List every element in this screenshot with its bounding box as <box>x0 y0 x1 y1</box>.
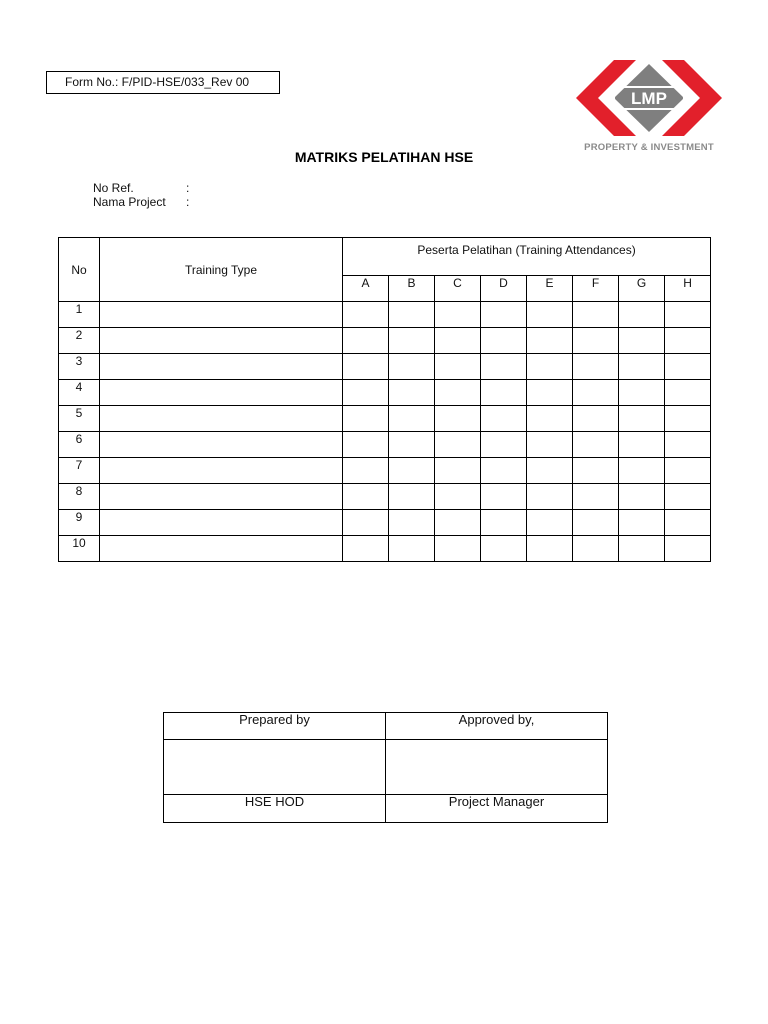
attendance-cell[interactable] <box>389 510 435 536</box>
table-row <box>59 406 711 432</box>
project-name-colon: : <box>186 195 190 209</box>
attendance-cell[interactable] <box>435 354 481 380</box>
attendance-cell[interactable] <box>435 510 481 536</box>
attendance-cell[interactable] <box>389 354 435 380</box>
row-number: 2 <box>59 328 100 354</box>
document-title: MATRIKS PELATIHAN HSE <box>294 149 474 165</box>
attendance-cell[interactable] <box>665 536 711 562</box>
attendance-cell[interactable] <box>389 406 435 432</box>
attendance-cell[interactable] <box>527 536 573 562</box>
table-row <box>59 458 711 484</box>
prepared-by-label: Prepared by <box>164 713 386 740</box>
training-type-cell[interactable] <box>100 354 343 380</box>
attendance-cell[interactable] <box>343 510 389 536</box>
attendance-cell[interactable] <box>389 380 435 406</box>
row-number: 8 <box>59 484 100 510</box>
attendance-cell[interactable] <box>435 302 481 328</box>
logo-text: LMP <box>631 89 667 108</box>
attendance-cell[interactable] <box>527 380 573 406</box>
row-number: 4 <box>59 380 100 406</box>
row-number: 7 <box>59 458 100 484</box>
attendance-cell[interactable] <box>573 458 619 484</box>
attendance-cell[interactable] <box>527 354 573 380</box>
row-number: 5 <box>59 406 100 432</box>
attendee-column-header: C <box>435 276 481 302</box>
table-row <box>59 432 711 458</box>
attendance-cell[interactable] <box>343 302 389 328</box>
training-type-cell[interactable] <box>100 510 343 536</box>
table-row <box>59 536 711 562</box>
attendance-cell[interactable] <box>435 380 481 406</box>
table-row <box>59 328 711 354</box>
attendance-cell[interactable] <box>527 432 573 458</box>
attendance-cell[interactable] <box>481 328 527 354</box>
attendance-cell[interactable] <box>435 406 481 432</box>
attendance-cell[interactable] <box>481 432 527 458</box>
no-ref-label: No Ref. <box>93 181 134 195</box>
attendance-cell[interactable] <box>665 354 711 380</box>
no-ref-row <box>93 181 196 195</box>
attendance-cell[interactable] <box>619 484 665 510</box>
attendance-cell[interactable] <box>527 484 573 510</box>
attendance-cell[interactable] <box>435 458 481 484</box>
attendance-cell[interactable] <box>343 354 389 380</box>
attendance-cell[interactable] <box>573 432 619 458</box>
row-number: 1 <box>59 302 100 328</box>
logo-caption: PROPERTY & INVESTMENT <box>584 142 714 153</box>
attendance-cell[interactable] <box>573 536 619 562</box>
lmp-logo-mark <box>574 56 724 140</box>
attendance-cell[interactable] <box>527 458 573 484</box>
attendee-column-header: E <box>527 276 573 302</box>
attendance-cell[interactable] <box>665 510 711 536</box>
attendance-group-header: Peserta Pelatihan (Training Attendances) <box>343 238 711 276</box>
training-type-cell[interactable] <box>100 328 343 354</box>
attendance-cell[interactable] <box>527 510 573 536</box>
attendee-column-header: H <box>665 276 711 302</box>
attendee-column-header: B <box>389 276 435 302</box>
attendance-cell[interactable] <box>389 458 435 484</box>
training-type-cell[interactable] <box>100 432 343 458</box>
attendance-cell[interactable] <box>481 354 527 380</box>
project-name-row <box>93 195 196 209</box>
attendance-cell[interactable] <box>343 458 389 484</box>
attendance-cell[interactable] <box>435 484 481 510</box>
prepared-by-role: HSE HOD <box>164 795 386 823</box>
attendance-cell[interactable] <box>665 432 711 458</box>
attendance-cell[interactable] <box>343 406 389 432</box>
attendance-cell[interactable] <box>481 380 527 406</box>
attendance-cell[interactable] <box>573 328 619 354</box>
table-row <box>59 354 711 380</box>
training-matrix-body <box>59 302 711 562</box>
attendance-cell[interactable] <box>573 406 619 432</box>
attendance-cell[interactable] <box>389 536 435 562</box>
attendance-cell[interactable] <box>435 432 481 458</box>
document-meta <box>93 181 196 209</box>
attendance-cell[interactable] <box>665 458 711 484</box>
attendance-cell[interactable] <box>343 536 389 562</box>
signoff-table <box>163 712 608 823</box>
attendance-cell[interactable] <box>619 406 665 432</box>
attendee-column-header: D <box>481 276 527 302</box>
training-type-column-header: Training Type <box>100 238 343 302</box>
attendance-cell[interactable] <box>481 536 527 562</box>
attendance-cell[interactable] <box>665 484 711 510</box>
attendance-cell[interactable] <box>481 302 527 328</box>
row-number: 6 <box>59 432 100 458</box>
attendance-cell[interactable] <box>619 432 665 458</box>
approved-by-label: Approved by, <box>386 713 608 740</box>
table-row <box>59 484 711 510</box>
attendance-cell[interactable] <box>343 484 389 510</box>
attendance-cell[interactable] <box>619 510 665 536</box>
attendance-cell[interactable] <box>619 380 665 406</box>
attendee-column-header: F <box>573 276 619 302</box>
attendance-cell[interactable] <box>435 536 481 562</box>
training-type-cell[interactable] <box>100 380 343 406</box>
attendance-cell[interactable] <box>481 458 527 484</box>
attendance-cell[interactable] <box>619 536 665 562</box>
attendance-cell[interactable] <box>481 484 527 510</box>
form-number-box <box>46 71 280 94</box>
table-row <box>59 510 711 536</box>
attendance-cell[interactable] <box>389 302 435 328</box>
attendance-cell[interactable] <box>389 432 435 458</box>
attendance-cell[interactable] <box>527 302 573 328</box>
attendance-cell[interactable] <box>573 302 619 328</box>
attendance-cell[interactable] <box>573 354 619 380</box>
attendance-cell[interactable] <box>619 458 665 484</box>
training-type-cell[interactable] <box>100 458 343 484</box>
attendance-cell[interactable] <box>665 406 711 432</box>
training-type-cell[interactable] <box>100 484 343 510</box>
training-type-cell[interactable] <box>100 302 343 328</box>
attendance-cell[interactable] <box>343 380 389 406</box>
approved-by-role: Project Manager <box>386 795 608 823</box>
training-type-cell[interactable] <box>100 406 343 432</box>
table-row <box>59 380 711 406</box>
company-logo <box>574 56 724 158</box>
attendance-cell[interactable] <box>665 328 711 354</box>
approved-by-signature-cell[interactable] <box>386 740 608 795</box>
training-type-cell[interactable] <box>100 536 343 562</box>
attendance-cell[interactable] <box>573 484 619 510</box>
attendance-cell[interactable] <box>619 328 665 354</box>
attendance-cell[interactable] <box>665 302 711 328</box>
attendance-cell[interactable] <box>665 380 711 406</box>
attendance-cell[interactable] <box>343 328 389 354</box>
row-number: 3 <box>59 354 100 380</box>
attendance-cell[interactable] <box>435 328 481 354</box>
row-number: 9 <box>59 510 100 536</box>
attendance-cell[interactable] <box>389 484 435 510</box>
attendance-cell[interactable] <box>481 510 527 536</box>
attendance-cell[interactable] <box>481 406 527 432</box>
attendance-cell[interactable] <box>527 328 573 354</box>
no-ref-colon: : <box>186 181 190 195</box>
attendance-cell[interactable] <box>343 432 389 458</box>
attendee-column-header: G <box>619 276 665 302</box>
training-matrix-table <box>58 237 711 562</box>
attendee-column-header: A <box>343 276 389 302</box>
attendance-cell[interactable] <box>389 328 435 354</box>
table-row <box>59 302 711 328</box>
form-number: Form No.: F/PID-HSE/033_Rev 00 <box>65 75 250 89</box>
prepared-by-signature-cell[interactable] <box>164 740 386 795</box>
row-number: 10 <box>59 536 100 562</box>
attendance-cell[interactable] <box>527 406 573 432</box>
attendance-cell[interactable] <box>573 380 619 406</box>
attendance-cell[interactable] <box>573 510 619 536</box>
no-column-header: No <box>59 238 100 302</box>
project-name-label: Nama Project <box>93 195 166 209</box>
attendance-cell[interactable] <box>619 302 665 328</box>
attendance-cell[interactable] <box>619 354 665 380</box>
